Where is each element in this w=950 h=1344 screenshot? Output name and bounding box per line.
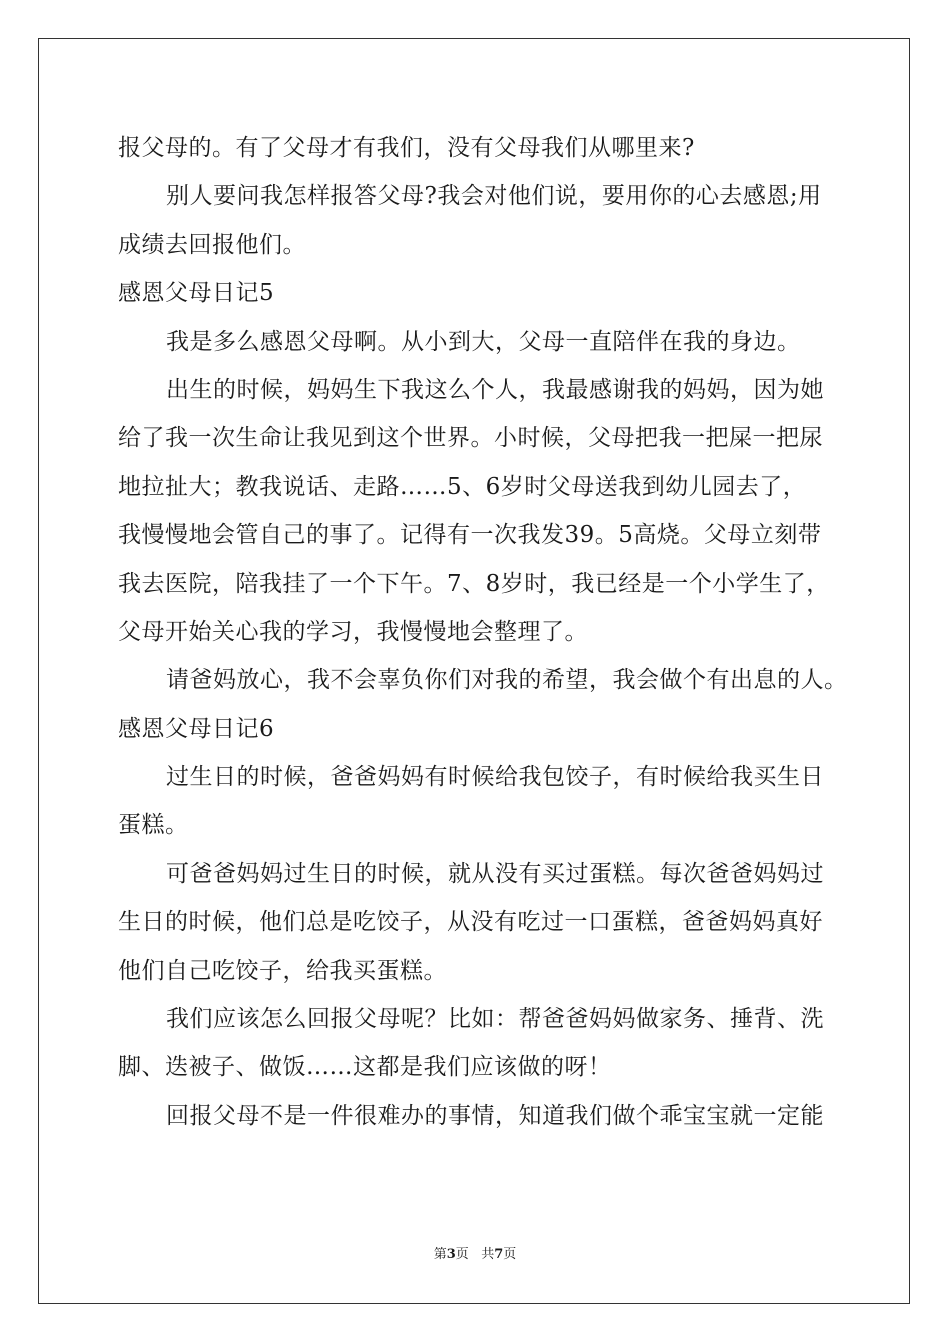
text-line: 他们自己吃饺子，给我买蛋糕。 [118, 957, 447, 984]
document-body [118, 124, 848, 1140]
footer-prefix: 第 [433, 1247, 447, 1262]
text-line: 可爸爸妈妈过生日的时候，就从没有买过蛋糕。每次爸爸妈妈过 [166, 860, 824, 887]
text-line: 我们应该怎么回报父母呢？比如：帮爸爸妈妈做家务、捶背、洗 [166, 1006, 824, 1033]
text-line: 回报父母不是一件很难办的事情，知道我们做个乖宝宝就一定能 [166, 1102, 824, 1129]
text-line: 父母开始关心我的学习，我慢慢地会整理了。 [118, 618, 588, 645]
footer-page-suffix: 页 [455, 1247, 469, 1262]
current-page-number: 3 [446, 1247, 456, 1262]
text-line: 别人要问我怎样报答父母?我会对他们说，要用你的心去感恩;用 [166, 183, 822, 210]
text-line: 我慢慢地会管自己的事了。记得有一次我发39。5高烧。父母立刻带 [118, 522, 822, 549]
text-line: 报父母的。有了父母才有我们，没有父母我们从哪里来? [118, 135, 695, 161]
text-line: 请爸妈放心，我不会辜负你们对我的希望，我会做个有出息的人。 [166, 667, 848, 694]
text-line: 生日的时候，他们总是吃饺子，从没有吃过一口蛋糕，爸爸妈妈真好 [118, 909, 823, 936]
section-heading: 感恩父母日记6 [118, 715, 275, 742]
text-line: 出生的时候，妈妈生下我这么个人，我最感谢我的妈妈，因为她 [166, 376, 824, 403]
text-line: 脚、迭被子、做饭……这都是我们应该做的呀！ [118, 1054, 612, 1081]
text-line: 成绩去回报他们。 [118, 231, 306, 258]
section-heading: 感恩父母日记5 [118, 280, 275, 307]
footer-total-suffix: 页 [503, 1247, 517, 1262]
text-line: 过生日的时候，爸爸妈妈有时候给我包饺子，有时候给我买生日 [166, 764, 824, 791]
footer-total-prefix: 共 [481, 1247, 495, 1262]
text-line: 地拉扯大；教我说话、走路……5、6岁时父母送我到幼儿园去了， [118, 473, 807, 500]
text-line: 蛋糕。 [118, 812, 189, 839]
text-line: 我是多么感恩父母啊。从小到大，父母一直陪伴在我的身边。 [166, 328, 801, 355]
total-page-count: 7 [494, 1247, 504, 1262]
text-line: 给了我一次生命让我见到这个世界。小时候，父母把我一把屎一把尿 [118, 425, 823, 452]
page-footer [0, 1246, 950, 1264]
text-line: 我去医院，陪我挂了一个下午。7、8岁时，我已经是一个小学生了， [118, 570, 830, 597]
